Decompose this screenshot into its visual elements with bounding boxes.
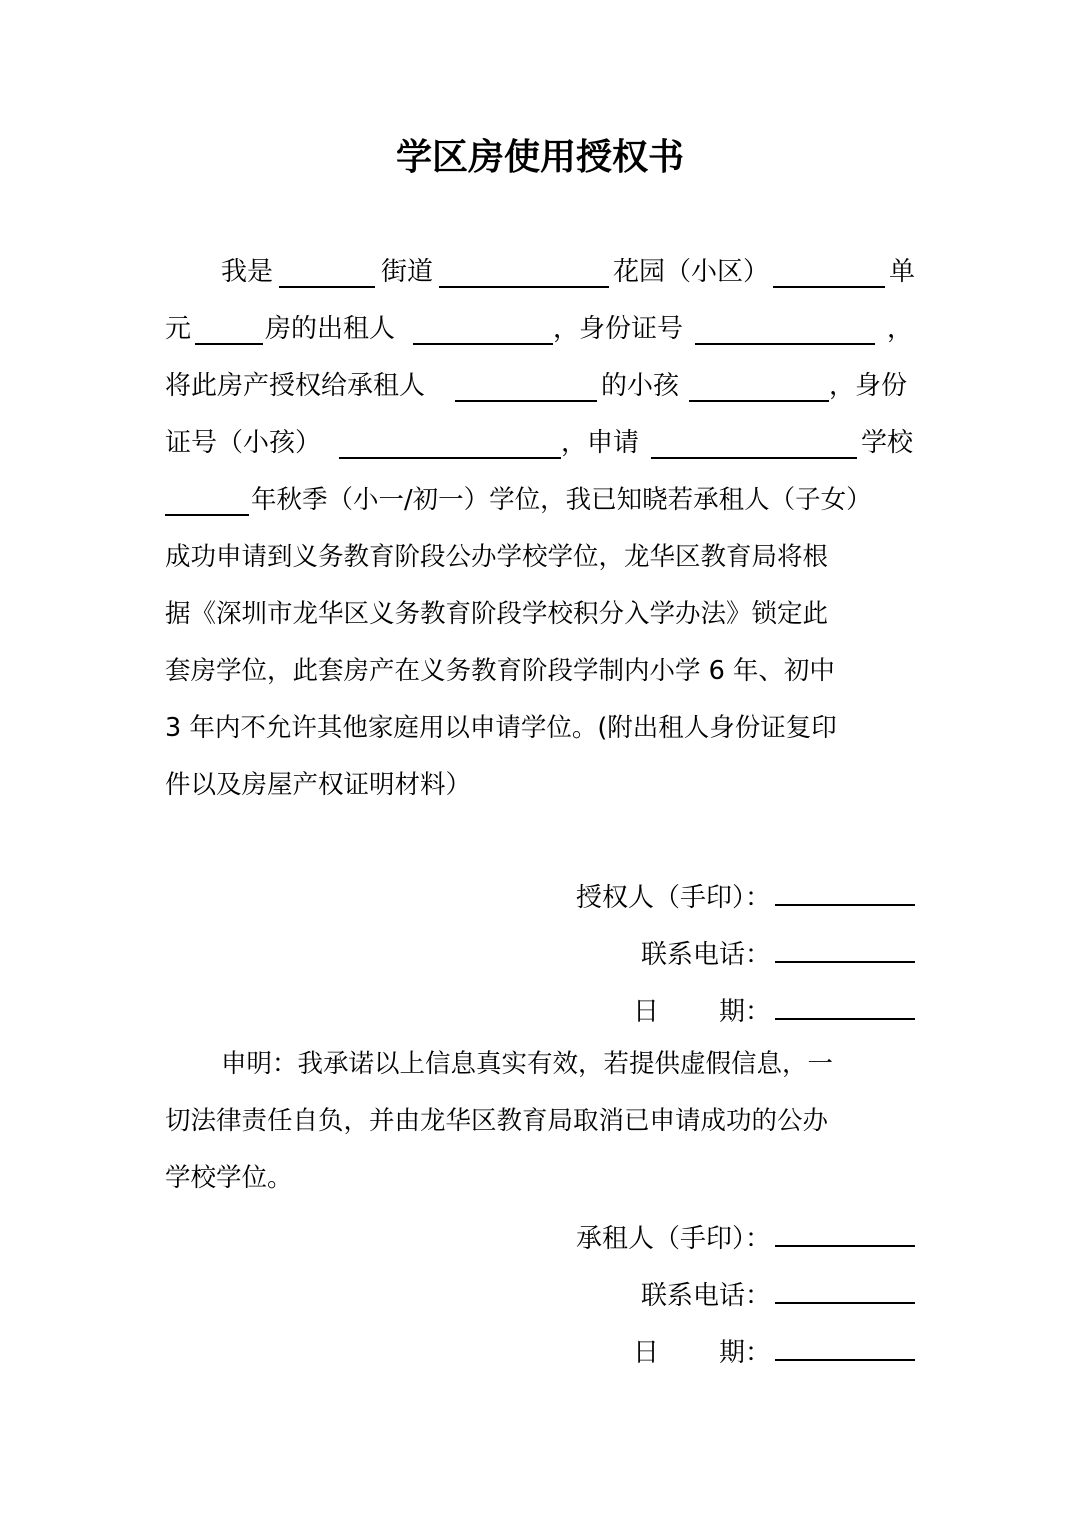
tenant-date-label-2: 期： (718, 1338, 771, 1368)
authorizer-phone-label: 联系电话： (640, 940, 771, 970)
text-garden: 花园（小区） (613, 257, 770, 287)
text-child-id: 证号（小孩） (165, 428, 322, 458)
text-authorize-to: 将此房产授权给承租人 (165, 371, 426, 401)
authorizer-label: 授权人（手印）： (575, 883, 771, 913)
tenant-phone-label: 联系电话： (640, 1281, 771, 1311)
statement-text-1: 申明：我承诺以上信息真实有效，若提供虚假信息，一 (221, 1049, 834, 1079)
text-year-autumn: 年秋季（小一/初一）学位，我已知晓若承租人（子女） (251, 485, 872, 515)
authorizer-date-row (633, 988, 915, 1028)
blank-landlord-id[interactable] (695, 313, 875, 345)
blank-child-name[interactable] (689, 370, 829, 402)
authorizer-phone-field[interactable] (775, 931, 915, 963)
text-street: 街道 (381, 257, 434, 287)
blank-tenant-name[interactable] (455, 370, 597, 402)
body-line-3 (165, 366, 915, 406)
tenant-date-label-1: 日 (632, 1338, 659, 1368)
text-child: 的小孩 (601, 371, 680, 401)
authorizer-date-label-2: 期： (718, 997, 771, 1027)
body-line-2 (165, 309, 915, 349)
tenant-signature-field[interactable] (775, 1215, 915, 1247)
text-dan: 单 (889, 257, 916, 287)
body-line-4 (165, 423, 915, 463)
tenant-signature-row (576, 1215, 915, 1255)
text-landlord: 房的出租人 (265, 314, 396, 344)
tenant-label: 承租人（手印）： (575, 1224, 771, 1254)
statement-line-2: 切法律责任自负，并由龙华区教育局取消已申请成功的公办 (165, 1106, 829, 1136)
body-line-10: 件以及房屋产权证明材料） (165, 770, 472, 800)
blank-unit[interactable] (773, 256, 885, 288)
authorizer-date-label-1: 日 (632, 997, 659, 1027)
tenant-date-row (633, 1329, 915, 1369)
text-comma: ， (887, 314, 914, 344)
text-id-number: ，身份证号 (553, 314, 684, 344)
statement-line-3: 学校学位。 (165, 1163, 293, 1193)
body-line-5 (165, 480, 915, 520)
body-line-6: 成功申请到义务教育阶段公办学校学位，龙华区教育局将根 (165, 542, 829, 572)
blank-school[interactable] (651, 427, 857, 459)
tenant-phone-field[interactable] (775, 1272, 915, 1304)
text-yuan: 元 (165, 314, 192, 344)
text-school: 学校 (861, 428, 914, 458)
body-line-7: 据《深圳市龙华区义务教育阶段学校积分入学办法》锁定此 (165, 599, 829, 629)
blank-garden[interactable] (439, 256, 609, 288)
text-id-part: ，身份 (829, 371, 908, 401)
blank-child-id[interactable] (339, 427, 561, 459)
authorizer-signature-row (576, 874, 915, 914)
body-line-1 (165, 252, 915, 292)
blank-street[interactable] (279, 256, 375, 288)
tenant-date-field[interactable] (775, 1329, 915, 1361)
blank-year[interactable] (165, 484, 249, 516)
blank-landlord-name[interactable] (413, 313, 553, 345)
statement-line-1 (165, 1044, 915, 1084)
text-apply: ，申请 (561, 428, 640, 458)
text-wo-shi: 我是 (221, 257, 274, 287)
authorizer-signature-field[interactable] (775, 874, 915, 906)
document-title: 学区房使用授权书 (395, 137, 684, 178)
blank-room[interactable] (195, 313, 263, 345)
body-line-8: 套房学位，此套房产在义务教育阶段学制内小学 6 年、初中 (165, 656, 835, 686)
authorizer-phone-row (641, 931, 915, 971)
authorizer-date-field[interactable] (775, 988, 915, 1020)
body-line-9: 3 年内不允许其他家庭用以申请学位。(附出租人身份证复印 (165, 713, 837, 743)
tenant-phone-row (641, 1272, 915, 1312)
